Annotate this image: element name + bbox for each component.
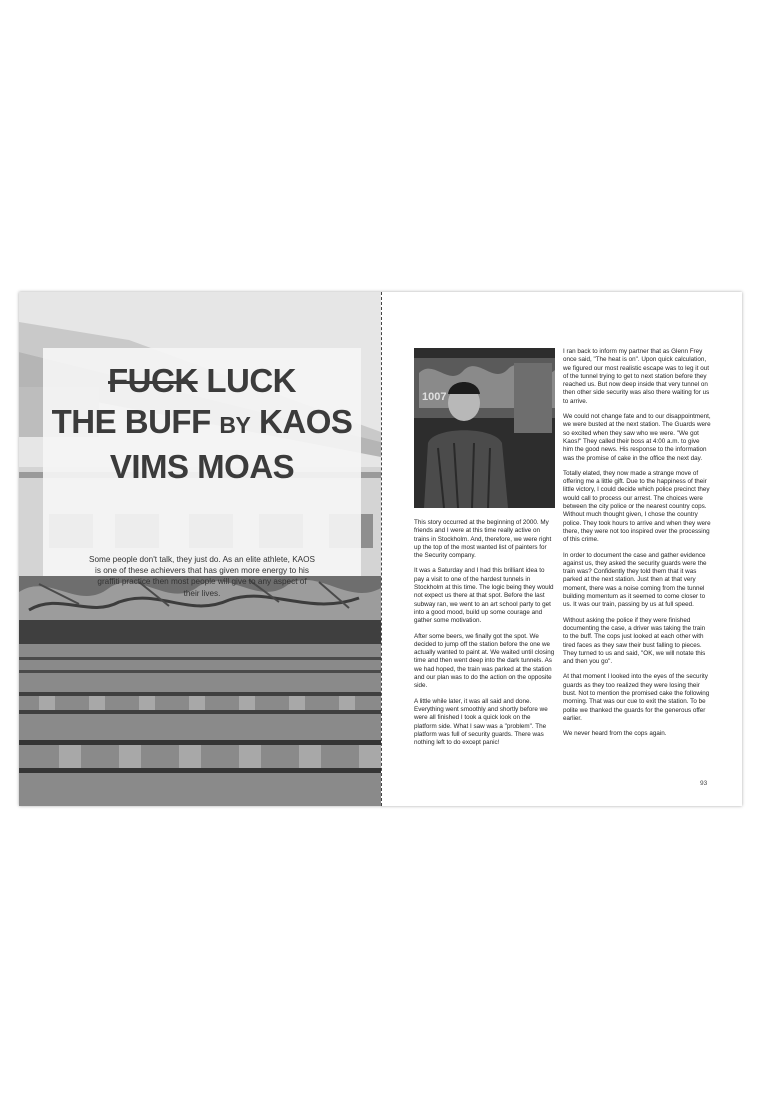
book-spread: [19, 292, 742, 806]
portrait-illustration: [414, 348, 555, 508]
title-by: BY: [219, 412, 251, 438]
text-column-2: [563, 348, 711, 745]
title-overlay-box: [43, 348, 361, 576]
title-author: KAOS: [259, 403, 353, 440]
title-struck-word: FUCK: [108, 362, 198, 399]
paragraph: Without asking the police if they were finished documenting the case, a driver was taking the train to the buff. The cops just looked at each other with tired faces as they saw their bust falling to pieces. They turned to us and said, "OK, we will notate this and then you go".: [563, 616, 706, 666]
paragraph: We could not change fate and to our disappointment, we were busted at the next station. The Guards were so excited when they saw who we were. "We got Kaos!" They called their boss at 4:00 a.m. to give him the good news. His response to the information was the promise of cake in the office the next day.: [563, 413, 711, 462]
page-number: 93: [700, 780, 708, 787]
paragraph: After some beers, we finally got the spot. We decided to jump off the station before the one we actually wanted to paint at. We waited until closing time and then went deep into the dark tunnels. As we had hoped, the train was parked at the station and our plan was to do the action on the opposite side.: [414, 632, 555, 690]
paragraph: Totally elated, they now made a strange move of offering me a little gift. Due to the happiness of their little victory, I could decide which police precinct they would call to process our arrest. The choices were between the city police or the nearest country cops. Without much thought given, I chose the country police. They took hours to arrive and when they were there, they were not too inspired over the processing of this crime.: [563, 469, 711, 544]
paragraph: A little while later, it was all said and done. Everything went smoothly and shortly before we were all finished I took a quick look on the platform side. What I saw was a "problem". The platform was full of security guards. There was nothing left to do except panic!: [414, 697, 548, 747]
intro-text: Some people don't talk, they just do. As an elite athlete, KAOS is one of these achievers that has given more energy to his graffiti practice then most people will give to any aspect of their lives.: [89, 555, 315, 598]
article-title: [43, 360, 361, 487]
paragraph: It was a Saturday and I had this brilliant idea to pay a visit to one of the hardest tunnels in Stockholm at this time. The logic being they would not expect us there at that spot. Before the last subway ran, we went to an art school party to get into a good mood, build up some courage and gather some motivation.: [414, 567, 554, 625]
paragraph: We never heard from the cops again.: [563, 730, 667, 738]
paragraph: At that moment I looked into the eyes of the security guards as they too realized they were losing their bust. Not to mention the promised cake the following morning. That was our cue to exit the station. To be polite we thanked the guards for the generous offer earlier.: [563, 673, 710, 722]
paragraph: In order to document the case and gather evidence against us, they asked the security guards were the train was? Confidently they told them that it was parked at the next station. Just then at that very moment, there was a noise coming from the tunnel building momentum as it seemed to come closer to us. It was our train, passing by us at full speed.: [563, 551, 707, 609]
title-line-3: VIMS MOAS: [109, 448, 295, 485]
photo-graffiti-text: 1007: [422, 391, 447, 403]
title-word: LUCK: [206, 362, 296, 399]
right-page: [382, 292, 742, 806]
paragraph: I ran back to inform my partner that as Glenn Frey once said, "The heat is on". Upon quick calculation, we figured our most realistic escape was to leg it out of the tunnel trying to get to next station before they reached us. But now deep inside that very tunnel on then other side security was also there waiting for us to arrive.: [563, 348, 710, 405]
title-line-2: THE BUFF: [51, 403, 211, 440]
paragraph: This story occurred at the beginning of 2000. My friends and I were at this time really active on trains in Stockholm. And, therefore, we were right up the top of the most wanted list of painters for the Security company.: [414, 519, 552, 560]
text-column-1: [414, 519, 555, 754]
portrait-photo: [414, 348, 555, 508]
left-page: [19, 292, 381, 806]
